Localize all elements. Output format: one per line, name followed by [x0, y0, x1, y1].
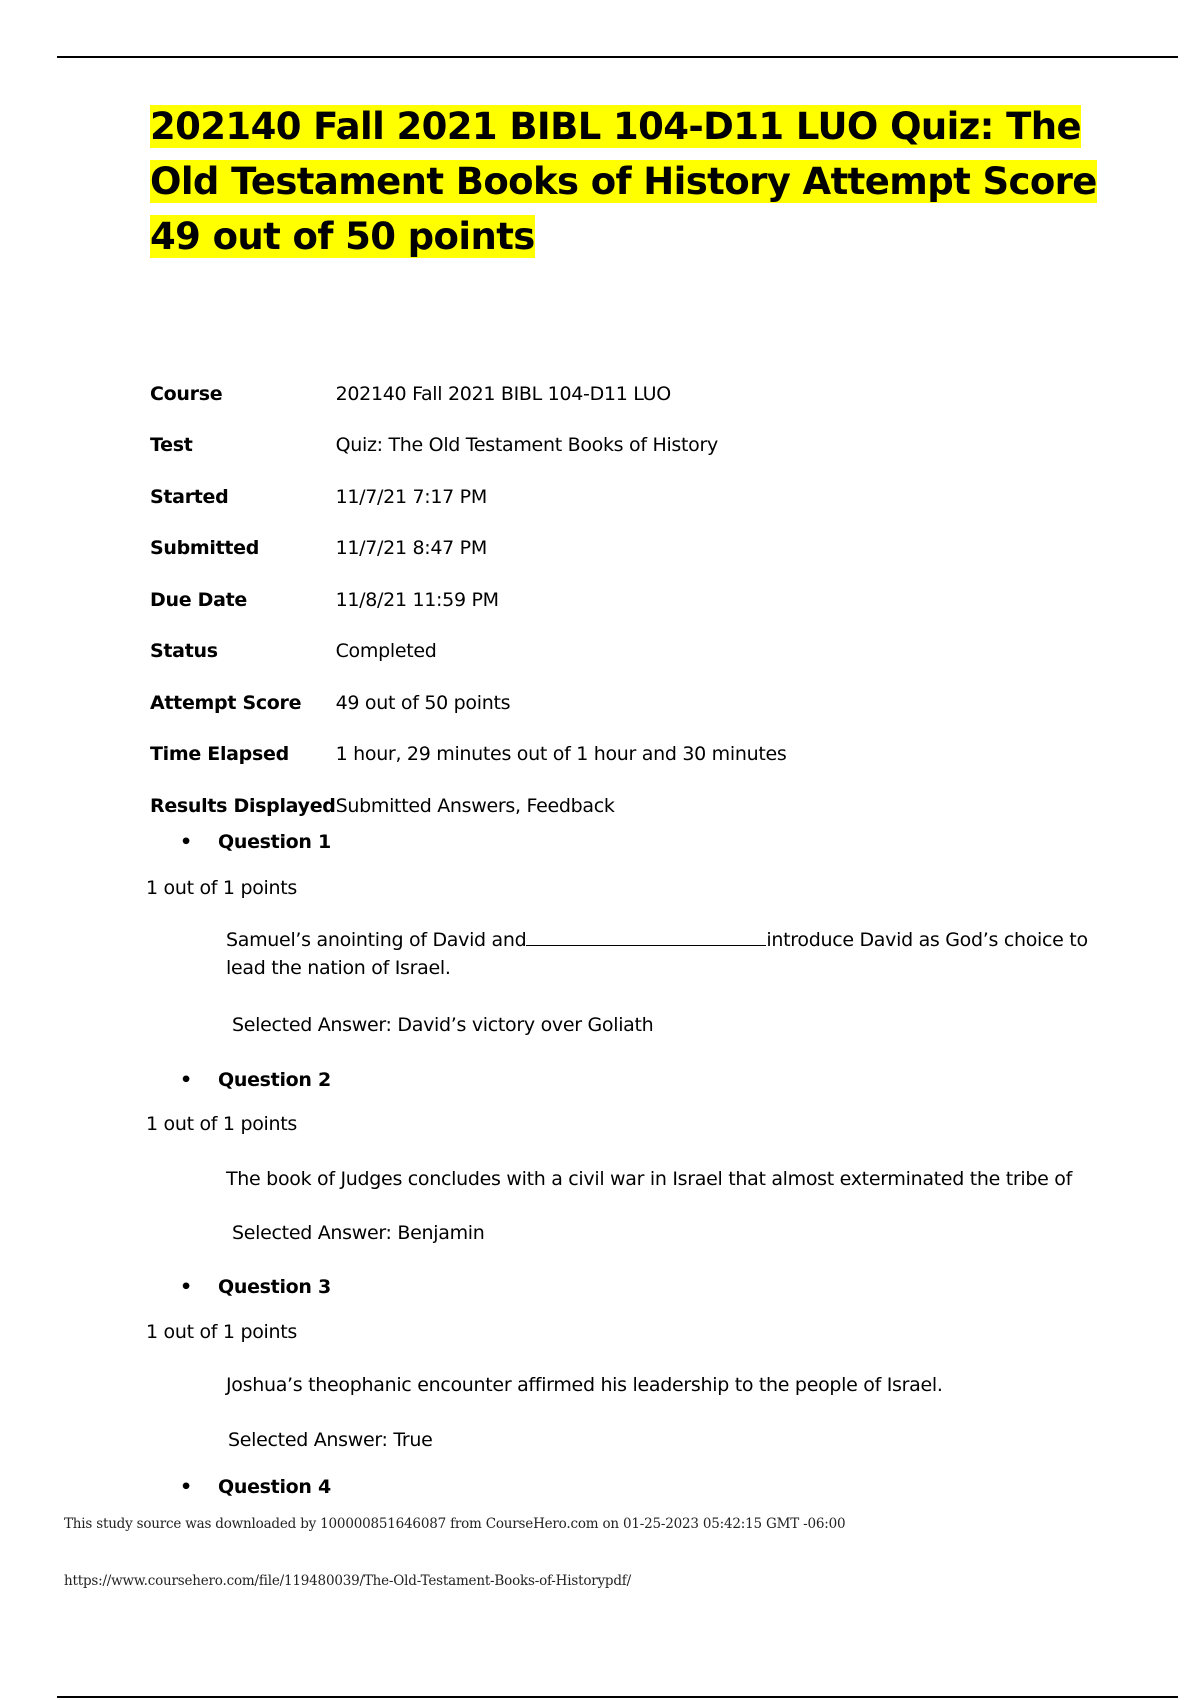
- question-3-selected-answer: Selected Answer: True: [228, 1429, 433, 1451]
- question-heading-label: Question 3: [218, 1276, 331, 1298]
- detail-row-due-date: [150, 574, 787, 626]
- detail-label: Attempt Score: [150, 691, 302, 714]
- question-3-points: 1 out of 1 points: [146, 1321, 298, 1343]
- detail-value: 49 out of 50 points: [335, 691, 511, 714]
- detail-label: Submitted: [150, 537, 260, 560]
- detail-value: 11/7/21 8:47 PM: [335, 537, 487, 560]
- detail-value: 1 hour, 29 minutes out of 1 hour and 30 minutes: [335, 743, 787, 766]
- question-1-selected-answer: Selected Answer: David’s victory over Goliath: [232, 1014, 654, 1036]
- question-2-text: The book of Judges concludes with a civil war in Israel that almost exterminated the tribe of: [226, 1168, 1072, 1190]
- download-note: This study source was downloaded by 100000851646087 from CourseHero.com on 01-25-2023 05:42:15 GMT -06:00: [64, 1516, 846, 1532]
- question-1-points: 1 out of 1 points: [146, 877, 298, 899]
- question-heading-label: Question 4: [218, 1476, 331, 1498]
- detail-value: Completed: [335, 640, 437, 663]
- answer-blank-line: [526, 927, 766, 946]
- detail-row-status: [150, 626, 787, 678]
- detail-label: Test: [150, 434, 193, 457]
- bullet-icon: •: [180, 831, 192, 853]
- question-1-text: [226, 926, 1126, 982]
- source-url-link[interactable]: https://www.coursehero.com/file/119480039/The-Old-Testament-Books-of-Historypdf/: [64, 1573, 631, 1589]
- bullet-icon: •: [180, 1476, 192, 1498]
- detail-row-course: [150, 368, 787, 420]
- detail-label: Course: [150, 382, 223, 405]
- question-heading-label: Question 1: [218, 831, 331, 853]
- detail-row-results-displayed: [150, 780, 787, 832]
- detail-label: Results Displayed: [150, 794, 336, 817]
- question-2-selected-answer: Selected Answer: Benjamin: [232, 1222, 485, 1244]
- title-highlight: 202140 Fall 2021 BIBL 104-D11 LUO Quiz: The Old Testament Books of History Attempt Score 49 out of 50 points: [150, 105, 1097, 258]
- detail-row-started: [150, 471, 787, 523]
- detail-value: Quiz: The Old Testament Books of History: [335, 434, 718, 457]
- detail-value: Submitted Answers, Feedback: [335, 794, 615, 817]
- detail-row-test: [150, 420, 787, 472]
- detail-row-attempt-score: [150, 677, 787, 729]
- question-3-heading: [180, 1276, 331, 1298]
- question-heading-label: Question 2: [218, 1069, 331, 1091]
- detail-label: Time Elapsed: [150, 743, 289, 766]
- top-rule: [57, 56, 1178, 58]
- bullet-icon: •: [180, 1276, 192, 1298]
- question-3-text: Joshua’s theophanic encounter affirmed his leadership to the people of Israel.: [226, 1374, 943, 1396]
- question-text-before-blank: Samuel’s anointing of David and: [226, 929, 527, 951]
- detail-row-time-elapsed: [150, 729, 787, 781]
- detail-label: Status: [150, 640, 218, 663]
- detail-value: 11/7/21 7:17 PM: [335, 485, 487, 508]
- detail-value: 202140 Fall 2021 BIBL 104-D11 LUO: [335, 382, 671, 405]
- question-text-after-blank: introduce David as God’s choice to lead the nation of Israel.: [226, 929, 1088, 979]
- detail-label: Started: [150, 485, 229, 508]
- document-title: [150, 99, 1130, 264]
- detail-label: Due Date: [150, 588, 247, 611]
- question-2-heading: [180, 1069, 331, 1091]
- question-4-heading: [180, 1476, 331, 1498]
- detail-value: 11/8/21 11:59 PM: [335, 588, 499, 611]
- attempt-details-table: [150, 368, 787, 832]
- question-1-heading: [180, 831, 331, 853]
- detail-row-submitted: [150, 523, 787, 575]
- bottom-rule: [57, 1696, 1178, 1698]
- question-2-points: 1 out of 1 points: [146, 1113, 298, 1135]
- bullet-icon: •: [180, 1069, 192, 1091]
